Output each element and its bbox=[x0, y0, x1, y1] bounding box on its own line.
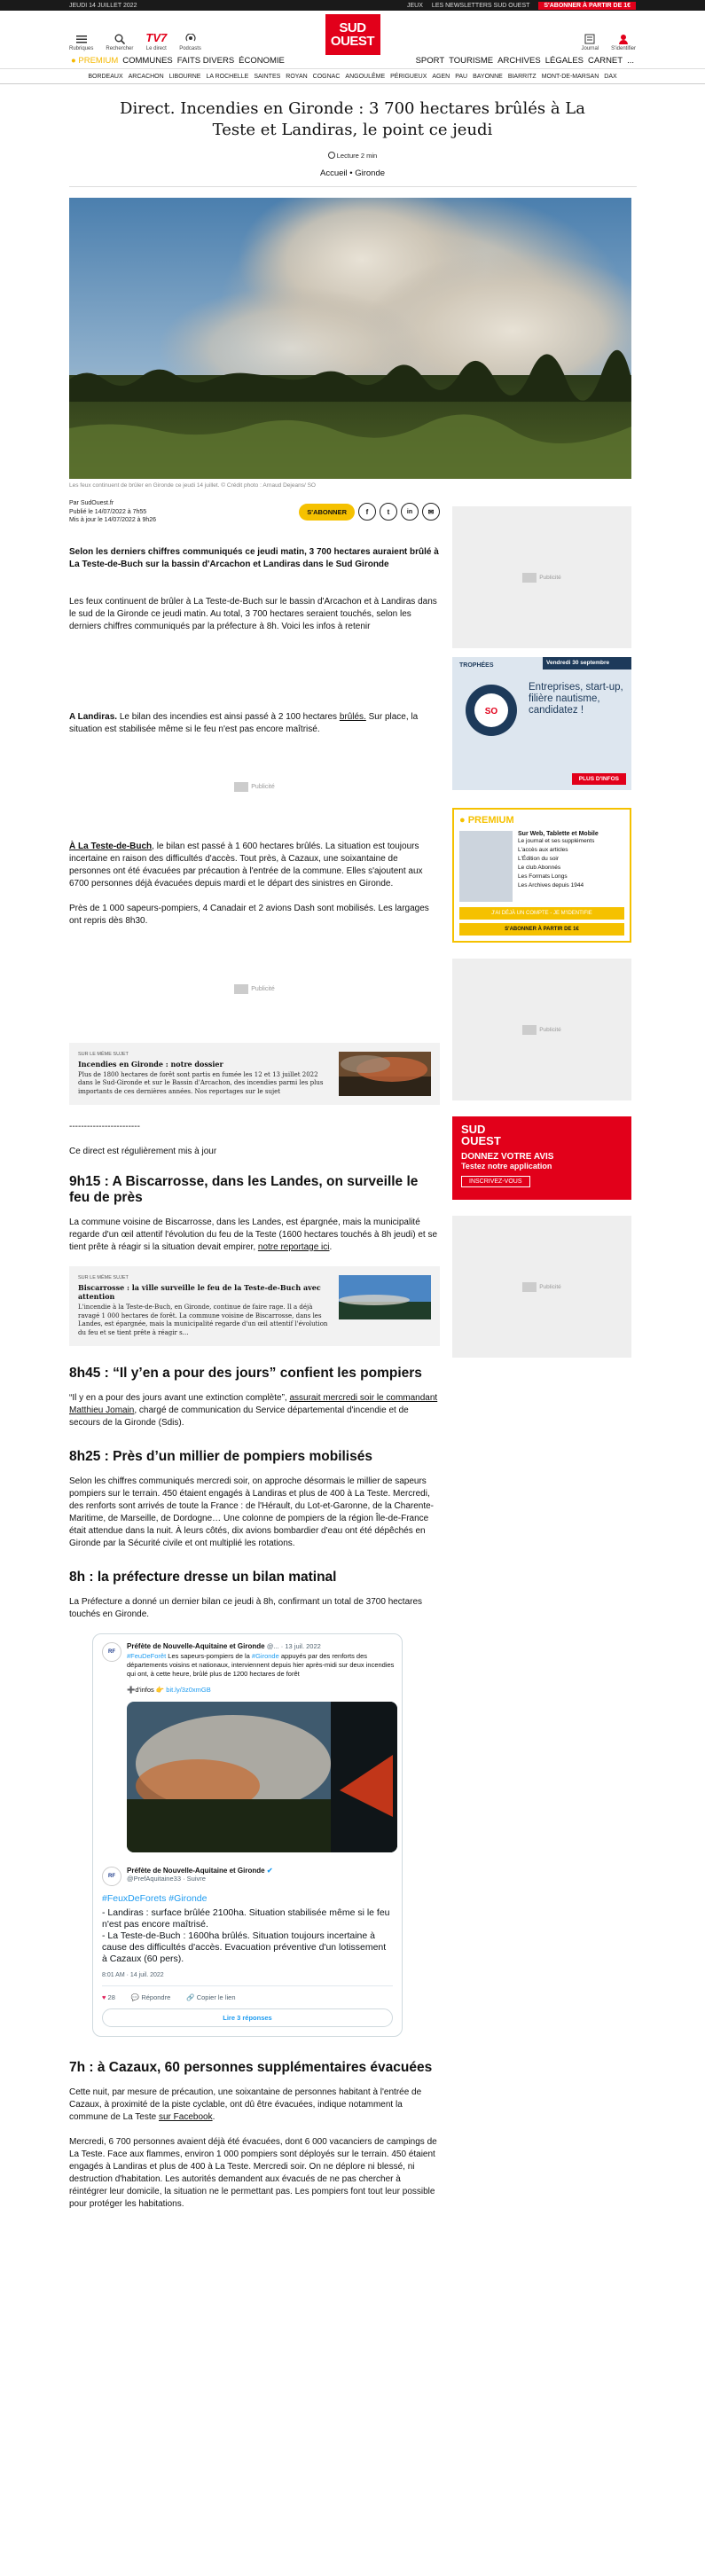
logo-line-2: OUEST bbox=[330, 34, 375, 49]
paragraph: Les feux continuent de brûler à La Teste-de-Buch sur le bassin d'Arcachon et à Landiras dans le sud de la Gironde ce jeudi matin. Au total, 3 700 hectares seraient touchés, selon les derniers chiffres communiqués par la préfecture à 8h. Voici les infos à retenir bbox=[69, 596, 437, 631]
ad-label: Publicité bbox=[539, 1026, 561, 1033]
quote-text-end: , chargé de communication du Service départemental d'incendie et de secours de la Gironde (Sdis). bbox=[69, 1405, 409, 1428]
paragraph-845 bbox=[69, 1392, 440, 1429]
sidebar bbox=[452, 489, 631, 1358]
paragraph-landiras bbox=[69, 711, 440, 736]
city-link-pau[interactable]: PAU bbox=[455, 73, 468, 80]
tweet-link[interactable]: bit.ly/3z0xmGB bbox=[166, 1686, 211, 1694]
promo-line2: Testez notre application bbox=[461, 1162, 552, 1171]
trophees-cta[interactable]: PLUS D'INFOS bbox=[572, 773, 626, 785]
premium-login-button[interactable]: J'AI DÉJÀ UN COMPTE - JE M'IDENTIFIE bbox=[459, 907, 624, 920]
tweet-hashtags[interactable]: #FeuxDeForets #Gironde bbox=[102, 1893, 208, 1904]
ad-label: Publicité bbox=[539, 1283, 561, 1290]
rubriques-label: Rubriques bbox=[69, 46, 94, 51]
embedded-tweet[interactable] bbox=[92, 1633, 403, 2037]
related-label: SUR LE MÊME SUJET bbox=[78, 1275, 129, 1280]
city-link-cognac[interactable]: COGNAC bbox=[312, 73, 341, 80]
live-entry-heading: 9h15 : A Biscarrosse, dans les Landes, on surveille le feu de près bbox=[69, 1174, 419, 1205]
clock-icon bbox=[328, 152, 335, 159]
svg-text:SO: SO bbox=[484, 707, 498, 716]
read-time bbox=[0, 152, 705, 160]
related-article[interactable] bbox=[69, 1266, 440, 1346]
reply-icon: 💬 bbox=[130, 1993, 140, 2001]
paragraph: Près de 1 000 sapeurs-pompiers, 4 Canadair et 2 avions Dash sont mobilisés. Les largages ont repris dès 8h30. bbox=[69, 903, 429, 926]
quote-text: “Il y en a pour des jours avant une extinction complète”, bbox=[69, 1393, 290, 1403]
trophees-title: TROPHÉES bbox=[459, 662, 494, 669]
sidebar-ad[interactable] bbox=[452, 1216, 631, 1358]
share-bar bbox=[299, 499, 440, 525]
ad-icon bbox=[522, 573, 537, 583]
city-link-biarritz[interactable]: BIARRITZ bbox=[507, 73, 537, 80]
ad-label: Publicité bbox=[251, 784, 275, 790]
tweet-text bbox=[127, 1652, 397, 1695]
facebook-icon[interactable]: f bbox=[358, 503, 376, 521]
landiras-text-end: Sur place, la situation est stabilisée même si le feu n'est pas encore maîtrisé. bbox=[69, 711, 419, 734]
paragraph: Mercredi, 6 700 personnes avaient déjà été évacuées, dont 6 000 vacanciers de campings de La Teste. Face aux flammes, environ 1 000 pompiers sont déployés sur le terrain. 450 étaient engagés à Landiras et plus de 400 à La Teste. Mercredi soir. On ne déplore ni blessé, ni destruction d'habitation. Les autorités demandent aux évacués de ne pas chercher à réintégrer leur domicile, la situation ne le permettant pas. Les pompiers font tout leur possible pour protéger les habitations. bbox=[69, 2137, 437, 2209]
premium-item: L'accès aux articles bbox=[518, 847, 568, 853]
prefecture-avatar[interactable]: RF bbox=[102, 1867, 121, 1886]
heart-icon: ♥ bbox=[102, 1993, 106, 2001]
divider bbox=[69, 186, 637, 187]
premium-title-label: PREMIUM bbox=[467, 815, 514, 826]
read-replies-button[interactable]: Lire 3 réponses bbox=[102, 2008, 393, 2027]
top-bar-date: JEUDI 14 JUILLET 2022 bbox=[69, 2, 137, 9]
hero-image bbox=[69, 198, 631, 479]
city-link-arcachon[interactable]: ARCACHON bbox=[128, 73, 164, 80]
search-button[interactable] bbox=[106, 34, 133, 51]
podcast-icon bbox=[184, 34, 197, 44]
linkedin-icon[interactable]: in bbox=[401, 503, 419, 521]
tweet-author[interactable]: Préfète de Nouvelle-Aquitaine et Gironde bbox=[127, 1642, 265, 1650]
tweet-body: - Landiras : surface brûlée 2100ha. Situation stabilisée même si le feu n'est pas encore maîtrisé. - La Teste-de-Buch : 1600ha brûlés. Situation toujours incertaine à cause des difficultés d'accès. Evacuation préventive d'un lotissement à Cazaux (60 pers). bbox=[102, 1907, 390, 1964]
app-promo-banner[interactable] bbox=[452, 1116, 631, 1200]
premium-dot-icon: ● bbox=[71, 56, 76, 66]
nav-tourisme[interactable]: TOURISME bbox=[449, 56, 494, 66]
hero-caption: Les feux continuent de brûler en Gironde ce jeudi 14 juillet. © Crédit photo : Arnaud Dejeans/ SO bbox=[69, 482, 316, 489]
login-button[interactable] bbox=[611, 34, 636, 51]
tweet-actions bbox=[102, 1993, 393, 2001]
published-date: Publié le 14/07/2022 à 7h55 bbox=[69, 508, 147, 515]
main-nav bbox=[0, 53, 705, 69]
copy-label: Copier le lien bbox=[196, 1993, 236, 2001]
reply-label: Répondre bbox=[141, 1993, 171, 2001]
related-summary: L'incendie à la Teste-de-Buch, en Gironde, continue de faire rage. Il a déjà ravagé 1 000 hectares de forêt. La commune voisine de Biscarrosse, dans les Landes, est épargnée, mais la municipalité regarde d'un œil attentif l'évolution du feu et se tient prête à réagir s… bbox=[78, 1304, 328, 1336]
hashtag-link[interactable]: #Gironde bbox=[251, 1652, 279, 1660]
related-thumbnail[interactable] bbox=[339, 1275, 431, 1319]
city-link-p-rigueux[interactable]: PÉRIGUEUX bbox=[390, 73, 427, 80]
nav-premium-label: PREMIUM bbox=[78, 56, 119, 66]
related-title[interactable]: Incendies en Gironde : notre dossier bbox=[78, 1059, 223, 1069]
premium-dot-icon: ● bbox=[459, 815, 466, 826]
journal-label: Journal bbox=[581, 46, 599, 51]
premium-subtitle: Sur Web, Tablette et Mobile bbox=[518, 831, 599, 837]
author-block bbox=[69, 499, 156, 525]
live-label: Le direct bbox=[145, 46, 167, 51]
tv7-logo: TV7 bbox=[145, 31, 168, 44]
biscarrosse-text: La commune voisine de Biscarrosse, dans les Landes, est épargnée, mais la municipalité regarde d'un œil attentif l'évolution du feu de la Teste (1600 hectares touchés à 8h jeudi) et se tient prête à réagir si la situation devait empirer, bbox=[69, 1218, 438, 1252]
nav-carnet[interactable]: CARNET bbox=[588, 56, 623, 66]
tweet-photo[interactable] bbox=[127, 1702, 397, 1852]
promo-line1: DONNEZ VOTRE AVIS bbox=[461, 1152, 554, 1162]
city-nav bbox=[0, 69, 705, 84]
prefecture-avatar[interactable]: RF bbox=[102, 1642, 121, 1662]
ad-icon bbox=[522, 1282, 537, 1292]
top-subscribe-button[interactable]: S'ABONNER À PARTIR DE 1€ bbox=[538, 2, 636, 10]
paragraph: La Préfecture a donné un dernier bilan ce jeudi à 8h, confirmant un total de 3700 hectares touchés en Gironde. bbox=[69, 1597, 423, 1619]
landiras-bold: A Landiras. bbox=[69, 711, 118, 722]
nav-economie[interactable]: ÉCONOMIE bbox=[239, 56, 285, 66]
premium-item: Les Archives depuis 1944 bbox=[518, 882, 584, 889]
ad-slot[interactable] bbox=[69, 936, 440, 1043]
live-entry-heading: 8h : la préfecture dresse un bilan matinal bbox=[69, 1570, 337, 1585]
live-note: Ce direct est régulièrement mis à jour bbox=[69, 1147, 217, 1156]
trophees-emblem-icon bbox=[463, 682, 520, 739]
city-link-bordeaux[interactable]: BORDEAUX bbox=[88, 73, 123, 80]
newsletters-link[interactable]: LES NEWSLETTERS SUD OUEST bbox=[431, 2, 530, 9]
sud-ouest-logo[interactable] bbox=[325, 14, 380, 55]
facebook-link[interactable]: sur Facebook bbox=[159, 2112, 213, 2122]
podcasts-label: Podcasts bbox=[179, 46, 201, 51]
commandant-link[interactable]: assurait mercredi soir le commandant Matthieu Jomain bbox=[69, 1393, 438, 1415]
login-label: S'identifier bbox=[611, 46, 636, 51]
premium-subscribe-button[interactable]: S'ABONNER À PARTIR DE 1€ bbox=[459, 923, 624, 936]
link-icon: 🔗 bbox=[186, 1993, 195, 2001]
ad-label: Publicité bbox=[251, 986, 275, 992]
games-link[interactable]: JEUX bbox=[407, 2, 423, 9]
related-article[interactable] bbox=[69, 1043, 440, 1106]
menu-icon bbox=[75, 34, 88, 44]
landiras-text: Le bilan des incendies est ainsi passé à 2 100 hectares bbox=[117, 711, 340, 722]
live-entry-heading: 8h25 : Près d’un millier de pompiers mobilisés bbox=[69, 1449, 372, 1464]
premium-item: Le journal et ses suppléments bbox=[518, 838, 595, 844]
biscarrosse-text-end: . bbox=[329, 1242, 333, 1252]
separator: ------------------------ bbox=[69, 1122, 140, 1131]
premium-item: Les Formats Longs bbox=[518, 873, 568, 880]
ad-slot[interactable] bbox=[69, 741, 440, 834]
cazaux-text-end: . bbox=[212, 2112, 215, 2122]
mail-icon[interactable]: ✉ bbox=[422, 503, 440, 521]
read-time-label: Lecture 2 min bbox=[336, 152, 378, 160]
article-title: Direct. Incendies en Gironde : 3 700 hectares brûlés à La Teste et Landiras, le point ce jeudi bbox=[120, 99, 585, 139]
journal-icon bbox=[584, 34, 596, 44]
premium-box bbox=[452, 808, 631, 943]
verified-icon: ✔ bbox=[266, 1867, 273, 1875]
promo-logo-1: SUD bbox=[461, 1123, 486, 1136]
promo-logo bbox=[461, 1124, 623, 1147]
author-name: Par SudOuest.fr bbox=[69, 500, 114, 506]
premium-list bbox=[518, 837, 599, 890]
nav-faits-divers[interactable]: FAITS DIVERS bbox=[176, 56, 235, 66]
nav-legales[interactable]: LÉGALES bbox=[544, 56, 584, 66]
city-link-mont-de-marsan[interactable]: MONT-DE-MARSAN bbox=[541, 73, 599, 80]
city-link-saintes[interactable]: SAINTES bbox=[254, 73, 281, 80]
podcasts-button[interactable] bbox=[179, 34, 201, 51]
tweet-handle: @... · 13 juil. 2022 bbox=[266, 1642, 321, 1650]
la-teste-link[interactable]: À La Teste-de-Buch bbox=[69, 841, 153, 851]
trophees-headline: Entreprises, start-up, filière nautisme, candidatez ! bbox=[529, 682, 623, 716]
premium-journal-image bbox=[459, 831, 513, 902]
article-body bbox=[69, 489, 440, 2211]
tweet-timestamp[interactable]: 8:01 AM · 14 juil. 2022 bbox=[102, 1972, 393, 1986]
tweet-handle[interactable]: @PrefAquitaine33 · Suivre bbox=[127, 1875, 206, 1883]
tweet-author-name: Préfète de Nouvelle-Aquitaine et Gironde bbox=[127, 1867, 265, 1875]
related-thumbnail[interactable] bbox=[339, 1052, 431, 1096]
nav-sport[interactable]: SPORT bbox=[415, 56, 445, 66]
promo-cta[interactable]: INSCRIVEZ-VOUS bbox=[461, 1176, 530, 1187]
logo-line-1: SUD bbox=[339, 20, 366, 35]
search-label: Rechercher bbox=[106, 46, 134, 51]
hashtag-link[interactable]: #FeuDeForêt bbox=[127, 1652, 167, 1660]
journal-button[interactable] bbox=[581, 34, 599, 51]
top-bar bbox=[0, 0, 705, 11]
user-icon bbox=[617, 34, 630, 44]
subscribe-button[interactable]: S'ABONNER bbox=[299, 504, 355, 521]
paragraph-la-teste bbox=[69, 841, 440, 890]
burned-link[interactable]: brûlés. bbox=[339, 711, 366, 722]
twitter-icon[interactable]: t bbox=[380, 503, 397, 521]
related-title[interactable]: Biscarrosse : la ville surveille le feu de la Teste-de-Buch avec attention bbox=[78, 1283, 321, 1301]
city-link-la-rochelle[interactable]: LA ROCHELLE bbox=[206, 73, 249, 80]
ad-icon bbox=[234, 782, 248, 792]
sidebar-ad[interactable] bbox=[452, 506, 631, 648]
premium-title bbox=[459, 815, 624, 826]
live-entry-heading: 8h45 : “Il y’en a pour des jours” confient les pompiers bbox=[69, 1366, 422, 1381]
copy-link-button[interactable] bbox=[186, 1993, 235, 2001]
ad-icon bbox=[234, 984, 248, 994]
sidebar-ad[interactable] bbox=[452, 959, 631, 1100]
search-icon bbox=[114, 34, 126, 44]
nav-archives[interactable]: ARCHIVES bbox=[497, 56, 541, 66]
nav-more[interactable]: ... bbox=[627, 56, 634, 66]
reportage-link[interactable]: notre reportage ici bbox=[257, 1242, 330, 1252]
premium-item: Le club Abonnés bbox=[518, 865, 561, 871]
live-entry-heading: 7h : à Cazaux, 60 personnes supplémentaires évacuées bbox=[69, 2060, 433, 2075]
city-link-angoul-me[interactable]: ANGOULÊME bbox=[345, 73, 386, 80]
trophees-banner[interactable] bbox=[452, 657, 631, 790]
paragraph-cazaux bbox=[69, 2087, 440, 2124]
city-link-dax[interactable]: DAX bbox=[604, 73, 617, 80]
tweet-text-2: appuyés par des renforts des départements voisins et nationaux, interviennent depuis hier après-midi sur deux incendies qui ont, à cette heure, brûlé plus de 1200 hectares de forêt bbox=[127, 1652, 395, 1678]
tweet-author[interactable] bbox=[127, 1867, 273, 1875]
ad-label: Publicité bbox=[539, 574, 561, 581]
tweet-text-1: Les sapeurs-pompiers de la bbox=[166, 1652, 252, 1660]
breadcrumb[interactable]: Accueil • Gironde bbox=[319, 168, 386, 178]
live-button[interactable] bbox=[145, 31, 167, 51]
site-header bbox=[0, 11, 705, 53]
paragraph: Selon les chiffres communiqués mercredi soir, on approche désormais le millier de sapeurs pompiers sur le terrain. 450 étaient engagés à Landiras et plus de 400 à La Teste. Mercredi, des renforts sont arrivés de toute la France : de l'Hérault, du Lot-et-Garonne, de la Charente-Maritime, de Marseille, de Dordogne… Une colonne de pompiers de la région Île-de-France était attendue dans la nuit. À leurs côtés, dix avions bombardier d'eau ont été dépêchés en Gironde par la Sécurité civile et ont multiplié les rotations. bbox=[69, 1476, 435, 1548]
tweet-text-3: ➕d'infos 👉 bbox=[127, 1686, 167, 1694]
related-summary: Plus de 1800 hectares de forêt sont partis en fumée les 12 et 13 juillet 2022 dans le Sud-Gironde et sur le Bassin d'Arcachon, des incendies parmi les plus importants de ces dernières années. Nos reportages sur le sujet bbox=[78, 1070, 324, 1095]
premium-item: L'Édition du soir bbox=[518, 856, 560, 862]
page-bottom-spacer bbox=[0, 2211, 705, 2228]
la-teste-text: , le bilan est passé à 1 600 hectares brûlés. La situation est toujours incertaine en raison des difficultés d'accès. Tout près, à Cazaux, une soixantaine de personnes ont été évacuées par précaution à l'entrée de la commune. Elles s'ajoutent aux 6700 personnes déjà évacuées depuis mardi et le départ des sinistres en Gironde. bbox=[69, 841, 423, 889]
nav-communes[interactable]: COMMUNES bbox=[122, 56, 173, 66]
paragraph-biscarrosse bbox=[69, 1217, 440, 1254]
city-link-royan[interactable]: ROYAN bbox=[286, 73, 308, 80]
city-link-bayonne[interactable]: BAYONNE bbox=[473, 73, 503, 80]
promo-logo-2: OUEST bbox=[461, 1134, 501, 1147]
cazaux-text: Cette nuit, par mesure de précaution, une soixantaine de personnes habitant à l'entrée de Cazaux, à proximité de la piste cyclable, ont dû être évacuées, indique notamment la commune de La Teste bbox=[69, 2087, 422, 2122]
related-label: SUR LE MÊME SUJET bbox=[78, 1051, 129, 1057]
rubriques-button[interactable] bbox=[69, 34, 93, 51]
like-count: 28 bbox=[107, 1993, 115, 2001]
article-lead: Selon les derniers chiffres communiqués ce jeudi matin, 3 700 hectares auraient brûlé à La Teste-de-Buch sur la bassin d'Arcachon et Landiras dans le Sud Gironde bbox=[69, 546, 439, 569]
city-link-libourne[interactable]: LIBOURNE bbox=[168, 73, 201, 80]
ad-icon bbox=[522, 1025, 537, 1035]
nav-premium[interactable] bbox=[71, 56, 118, 66]
trophees-date: Vendredi 30 septembre bbox=[543, 657, 631, 669]
reply-button[interactable] bbox=[131, 1993, 170, 2001]
like-button[interactable] bbox=[102, 1993, 115, 2001]
city-link-agen[interactable]: AGEN bbox=[432, 73, 450, 80]
updated-date: Mis à jour le 14/07/2022 à 9h26 bbox=[69, 517, 157, 523]
